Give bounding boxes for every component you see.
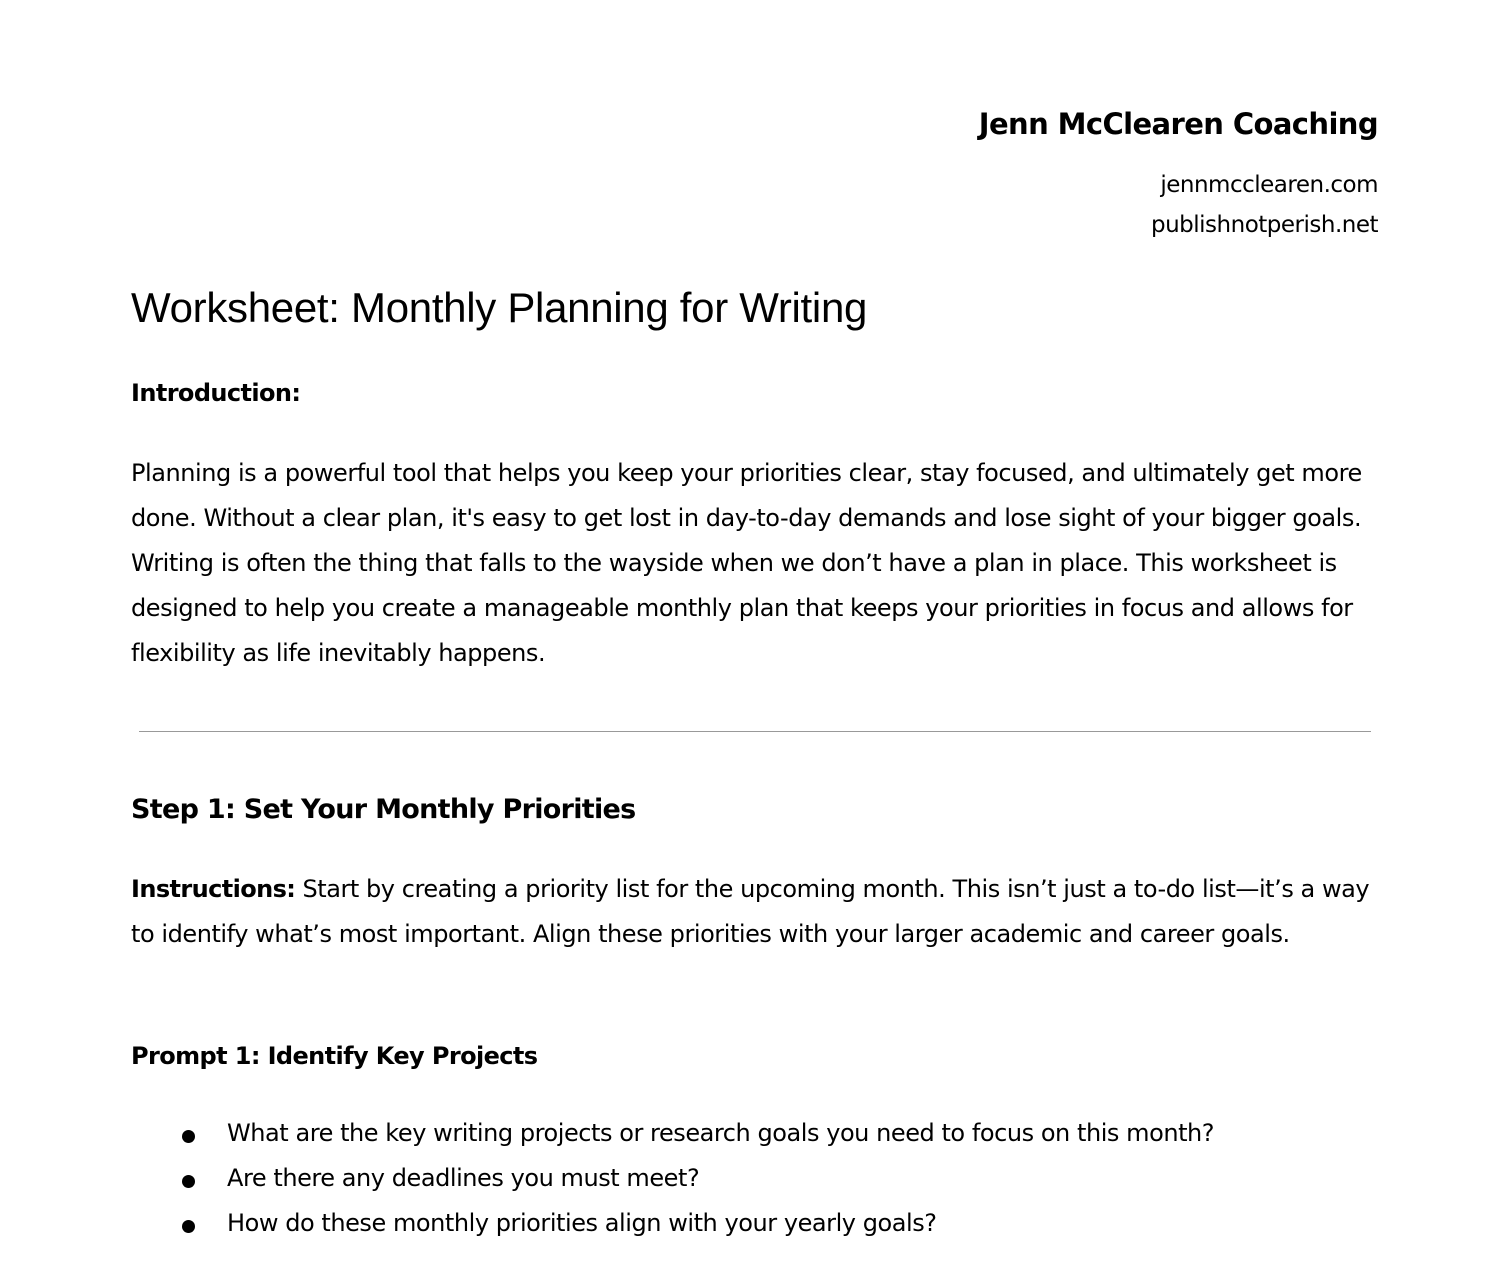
brand-name: Jenn McClearen Coaching — [978, 107, 1378, 141]
list-item — [131, 1201, 1214, 1246]
instructions-label: Instructions: — [131, 875, 296, 903]
instructions-text: Start by creating a priority list for the upcoming month. This isn’t just a to-do list—it’s a way to identify what’s most important. Align these priorities with your larger academic and career goals. — [131, 875, 1370, 948]
list-item — [131, 1111, 1214, 1156]
step-1-heading: Step 1: Set Your Monthly Priorities — [131, 794, 636, 825]
introduction-body: Planning is a powerful tool that helps you keep your priorities clear, stay focused, and ultimately get more done. Without a clear plan, it's easy to get lost in day-to-day demands and lose sight of your bigger goals. Writing is often the thing that falls to the wayside when we don’t have a plan in place. This worksheet is designed to help you create a manageable monthly plan that keeps your priorities in focus and allows for flexibility as life inevitably happens. — [131, 459, 1362, 667]
list-item — [131, 1156, 1214, 1201]
list-item-text: Are there any deadlines you must meet? — [227, 1164, 700, 1192]
document-title: Worksheet: Monthly Planning for Writing — [131, 284, 868, 331]
list-item-text: How do these monthly priorities align with your yearly goals? — [227, 1209, 937, 1237]
website-link-primary[interactable]: jennmcclearen.com — [1160, 172, 1378, 198]
bullet-icon — [182, 1220, 195, 1233]
bullet-icon — [182, 1175, 195, 1188]
list-item-text: What are the key writing projects or research goals you need to focus on this month? — [227, 1119, 1215, 1147]
introduction-heading: Introduction: — [131, 379, 301, 407]
brand-header — [979, 104, 1378, 245]
prompt-1-heading: Prompt 1: Identify Key Projects — [131, 1042, 538, 1070]
website-link-secondary[interactable]: publishnotperish.net — [1151, 212, 1378, 238]
prompt-1-bullet-list — [131, 1111, 1214, 1246]
section-divider — [139, 731, 1371, 732]
bullet-icon — [182, 1130, 195, 1143]
step-1-instructions — [131, 867, 1381, 957]
